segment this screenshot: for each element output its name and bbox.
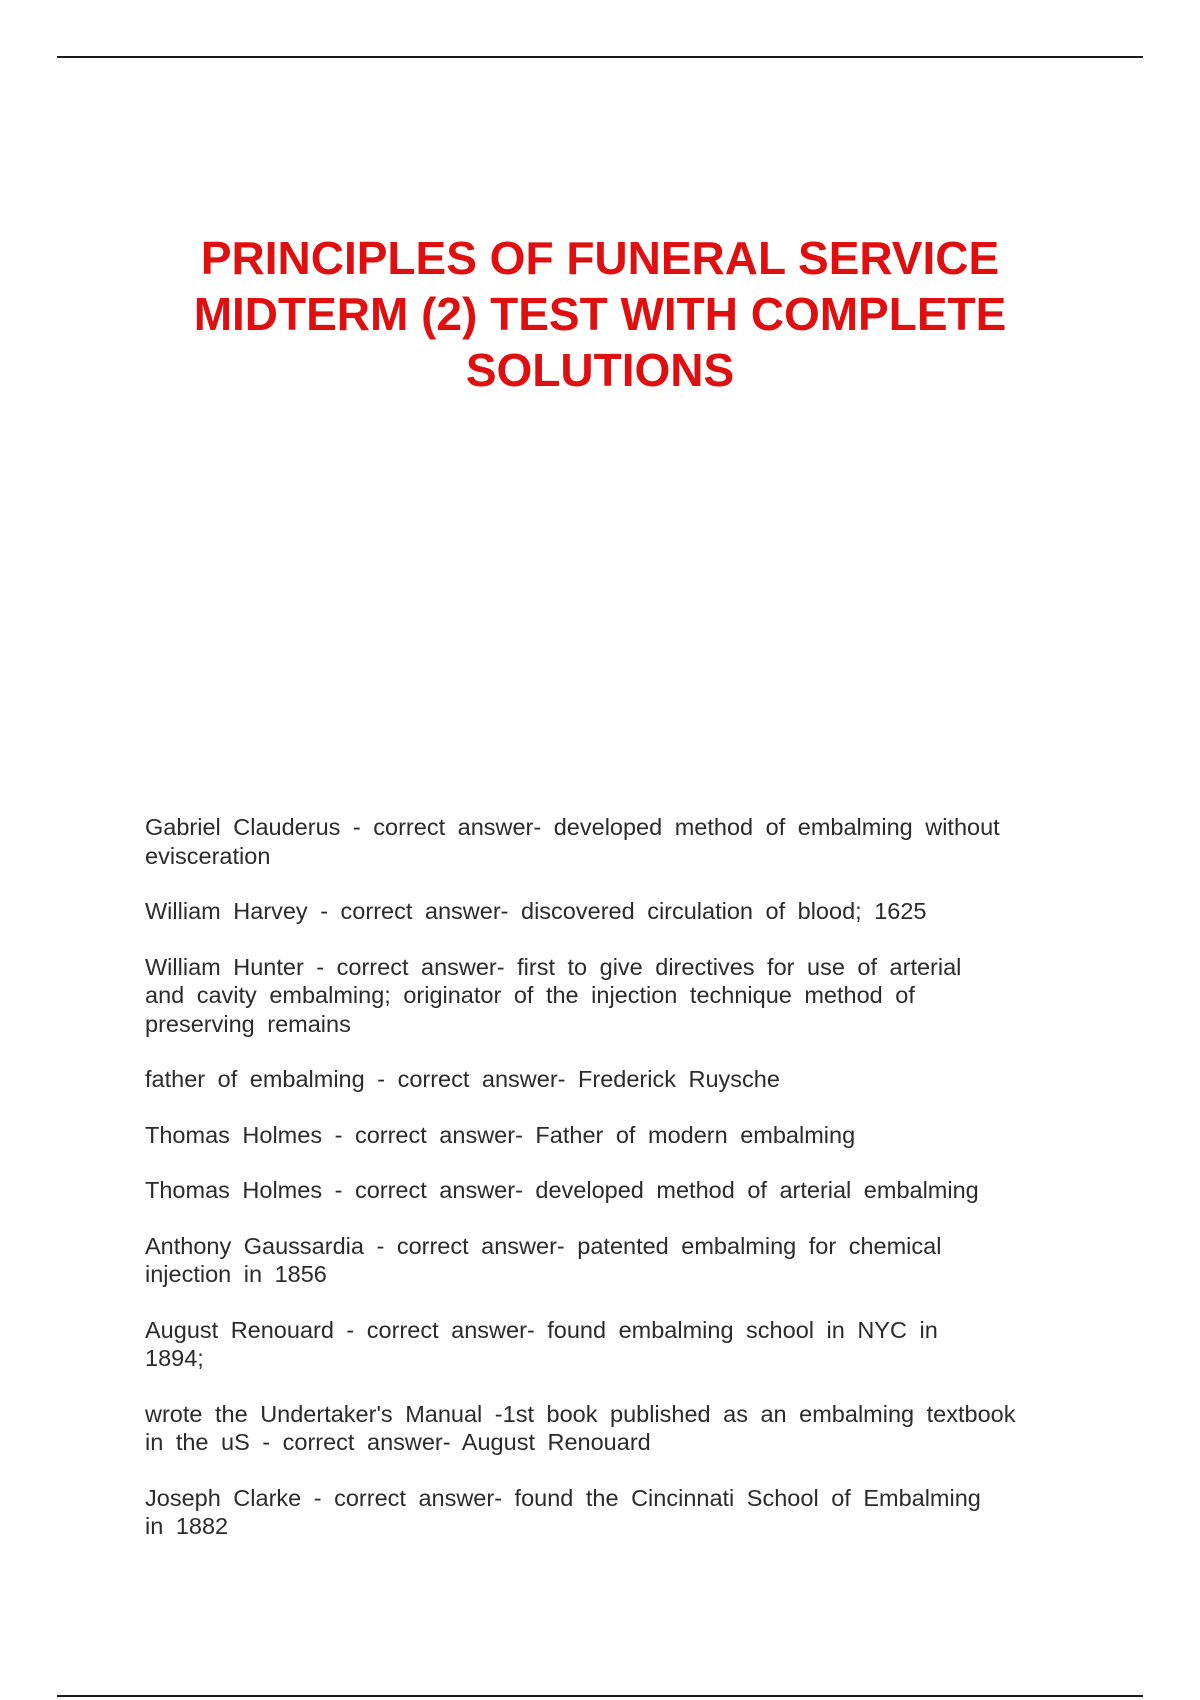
qa-line: William Hunter - correct answer- first to give directives for use of arterial: [145, 953, 962, 980]
qa-entry: [145, 813, 1045, 870]
qa-entry: [145, 1065, 1045, 1094]
qa-line: in the uS - correct answer- August Renouard: [145, 1429, 651, 1455]
qa-line: preserving remains: [145, 1010, 351, 1037]
question-answer-list: [145, 813, 1045, 1568]
footer-rule: [57, 1695, 1143, 1697]
qa-line: evisceration: [145, 842, 271, 869]
qa-line: Joseph Clarke - correct answer- found the Cincinnati School of Embalming: [145, 1484, 981, 1511]
qa-line: 1894;: [145, 1345, 204, 1371]
qa-line: Thomas Holmes - correct answer- Father of modern embalming: [145, 1121, 856, 1148]
qa-entry: [145, 1176, 1045, 1205]
qa-entry: [145, 953, 1045, 1039]
qa-line: injection in 1856: [145, 1261, 327, 1287]
qa-line: Gabriel Clauderus - correct answer- developed method of embalming without: [145, 814, 1000, 840]
qa-entry: [145, 897, 1045, 926]
header-rule: [57, 56, 1143, 58]
qa-entry: [145, 1400, 1045, 1457]
qa-line: Anthony Gaussardia - correct answer- patented embalming for chemical: [145, 1232, 942, 1259]
document-title: [100, 230, 1100, 398]
qa-line: Thomas Holmes - correct answer- developed method of arterial embalming: [145, 1177, 979, 1203]
title-line: PRINCIPLES OF FUNERAL SERVICE: [200, 232, 1000, 284]
qa-entry: [145, 1484, 1045, 1541]
qa-line: and cavity embalming; originator of the injection technique method of: [145, 982, 915, 1008]
qa-line: father of embalming - correct answer- Frederick Ruysche: [145, 1066, 780, 1092]
qa-entry: [145, 1316, 1045, 1373]
qa-line: August Renouard - correct answer- found embalming school in NYC in: [145, 1316, 938, 1343]
qa-line: wrote the Undertaker's Manual -1st book published as an embalming textbook: [145, 1400, 1016, 1427]
qa-entry: [145, 1121, 1045, 1150]
title-line: MIDTERM (2) TEST WITH COMPLETE: [193, 288, 1007, 340]
title-line: SOLUTIONS: [465, 344, 735, 396]
qa-line: in 1882: [145, 1513, 229, 1539]
qa-line: William Harvey - correct answer- discovered circulation of blood; 1625: [145, 898, 927, 924]
qa-entry: [145, 1232, 1045, 1289]
